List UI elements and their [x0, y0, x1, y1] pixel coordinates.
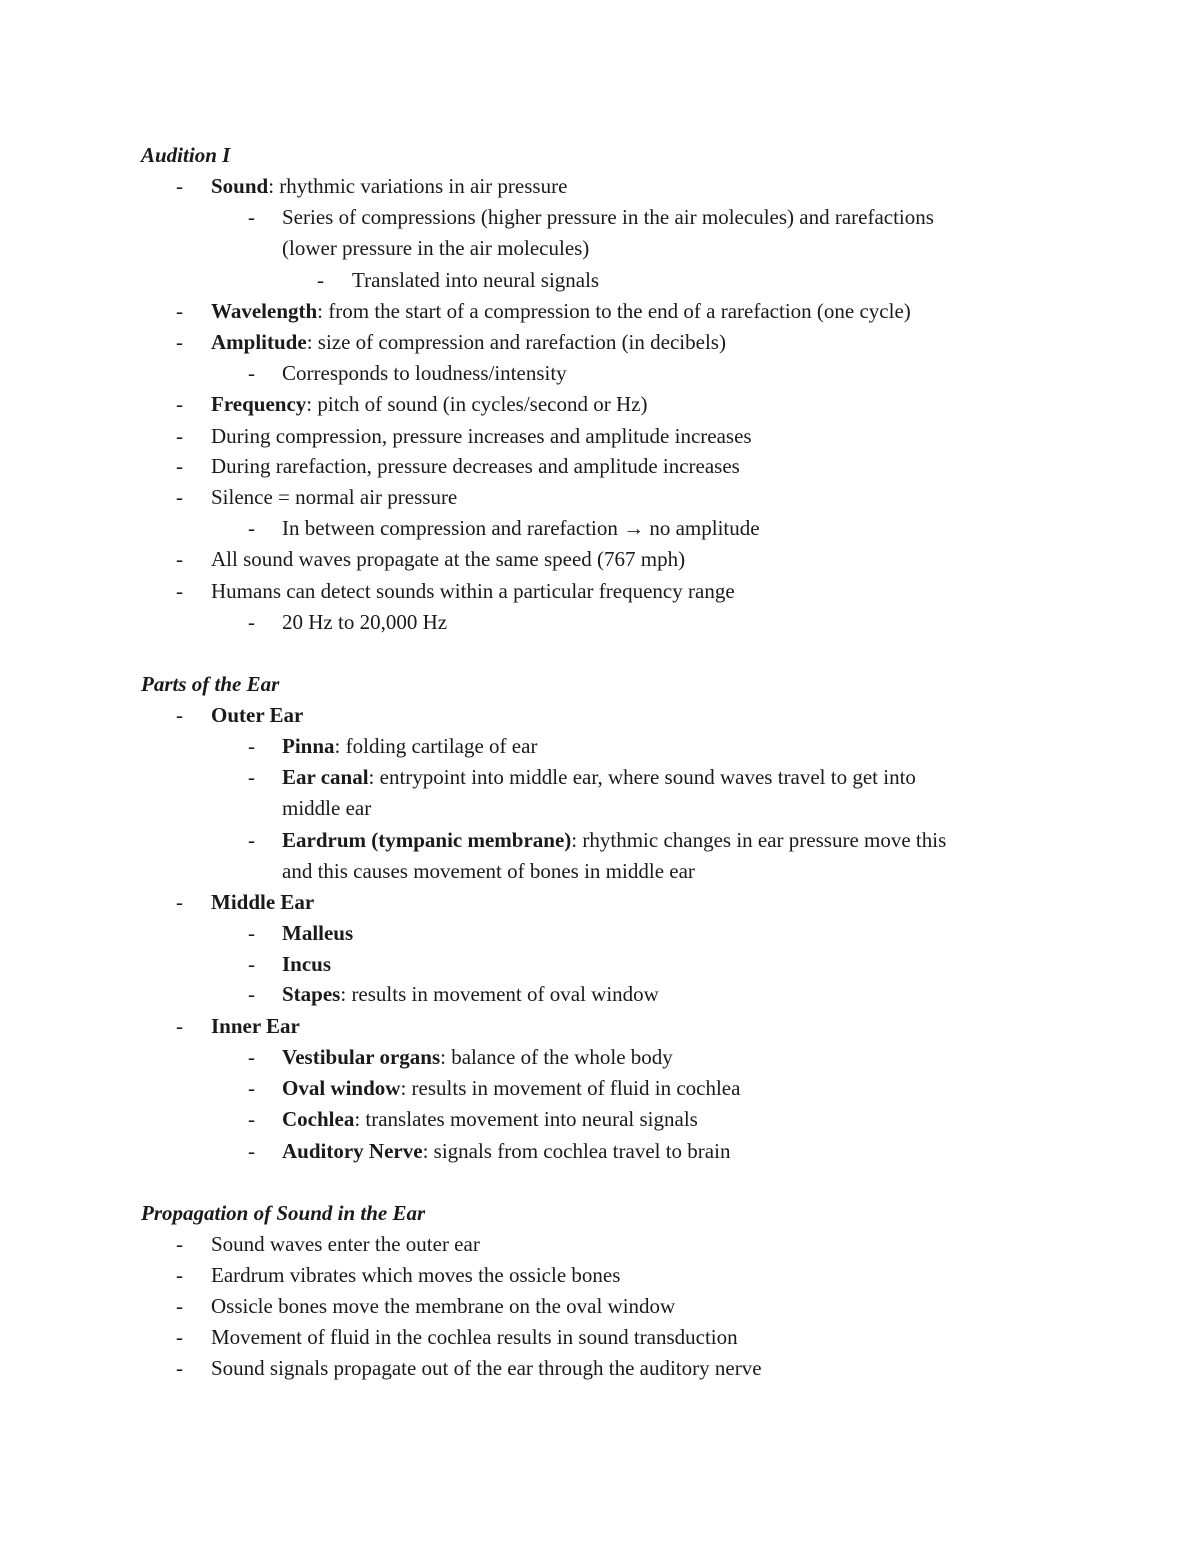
item-text: Ossicle bones move the membrane on the oval window [211, 1294, 676, 1318]
item-text: : signals from cochlea travel to brain [422, 1139, 731, 1163]
bullet-dash: - [176, 1325, 183, 1349]
item-text: : rhythmic variations in air pressure [268, 174, 568, 198]
bullet-dash: - [176, 330, 183, 354]
item-text: : size of compression and rarefaction (in decibels) [306, 330, 726, 354]
bullet-dash: - [248, 952, 255, 976]
section-heading-propagation: Propagation of Sound in the Ear [141, 1201, 426, 1225]
bullet-dash: - [176, 703, 183, 727]
bullet-dash: - [248, 1139, 255, 1163]
bullet-dash: - [248, 610, 255, 634]
item-text: : entrypoint into middle ear, where sound waves travel to get into [368, 765, 916, 789]
item-text: During rarefaction, pressure decreases and amplitude increases [211, 454, 740, 478]
section-heading-ear-parts: Parts of the Ear [141, 672, 280, 696]
term-cochlea: Cochlea [282, 1107, 355, 1131]
item-text: : translates movement into neural signals [354, 1107, 698, 1131]
term-wavelength: Wavelength [211, 299, 318, 323]
term-middle-ear: Middle Ear [211, 890, 315, 914]
item-text: : from the start of a compression to the end of a rarefaction (one cycle) [317, 299, 911, 323]
item-text: Sound signals propagate out of the ear through the auditory nerve [211, 1356, 762, 1380]
item-text: Translated into neural signals [352, 268, 600, 292]
list-item-continuation: (lower pressure in the air molecules) [282, 236, 590, 260]
term-ear-canal: Ear canal [282, 765, 369, 789]
item-text: Sound waves enter the outer ear [211, 1232, 480, 1256]
item-text: : pitch of sound (in cycles/second or Hz) [306, 392, 648, 416]
bullet-dash: - [248, 1076, 255, 1100]
item-text: : results in movement of fluid in cochlea [400, 1076, 741, 1100]
term-amplitude: Amplitude [211, 330, 307, 354]
bullet-dash: - [176, 1014, 183, 1038]
item-text: Humans can detect sounds within a particular frequency range [211, 579, 735, 603]
bullet-dash: - [176, 1294, 183, 1318]
term-pinna: Pinna [282, 734, 335, 758]
item-text: Silence = normal air pressure [211, 485, 458, 509]
bullet-dash: - [248, 361, 255, 385]
term-auditory-nerve: Auditory Nerve [282, 1139, 423, 1163]
bullet-dash: - [176, 392, 183, 416]
bullet-dash: - [248, 1045, 255, 1069]
item-text: : folding cartilage of ear [334, 734, 538, 758]
term-malleus: Malleus [282, 921, 354, 945]
list-item-continuation: middle ear [282, 796, 372, 820]
bullet-dash: - [176, 1263, 183, 1287]
bullet-dash: - [176, 424, 183, 448]
item-text: Corresponds to loudness/intensity [282, 361, 567, 385]
bullet-dash: - [248, 828, 255, 852]
term-sound: Sound [211, 174, 269, 198]
bullet-dash: - [248, 205, 255, 229]
item-text: : results in movement of oval window [340, 982, 659, 1006]
item-text: 20 Hz to 20,000 Hz [282, 610, 448, 634]
list-item-continuation: and this causes movement of bones in middle ear [282, 859, 695, 883]
term-frequency: Frequency [211, 392, 307, 416]
item-text: Eardrum vibrates which moves the ossicle bones [211, 1263, 621, 1287]
bullet-dash: - [176, 485, 183, 509]
bullet-dash: - [176, 174, 183, 198]
bullet-dash: - [248, 734, 255, 758]
bullet-dash: - [248, 982, 255, 1006]
item-text: In between compression and rarefaction → no amplitude [282, 516, 760, 540]
term-incus: Incus [282, 952, 332, 976]
term-stapes: Stapes [282, 982, 341, 1006]
term-oval-window: Oval window [282, 1076, 401, 1100]
bullet-dash: - [176, 579, 183, 603]
item-text: Series of compressions (higher pressure in the air molecules) and rarefactions [282, 205, 934, 229]
bullet-dash: - [176, 890, 183, 914]
bullet-dash: - [176, 1356, 183, 1380]
item-text: : rhythmic changes in ear pressure move this [571, 828, 947, 852]
section-heading-audition: Audition I [141, 143, 231, 167]
term-outer-ear: Outer Ear [211, 703, 304, 727]
bullet-dash: - [176, 299, 183, 323]
item-text: : balance of the whole body [440, 1045, 673, 1069]
item-text: All sound waves propagate at the same speed (767 mph) [211, 547, 686, 571]
item-text: Movement of fluid in the cochlea results in sound transduction [211, 1325, 738, 1349]
term-vestibular-organs: Vestibular organs [282, 1045, 441, 1069]
bullet-dash: - [248, 921, 255, 945]
bullet-dash: - [176, 1232, 183, 1256]
bullet-dash: - [176, 547, 183, 571]
term-inner-ear: Inner Ear [211, 1014, 300, 1038]
item-text: During compression, pressure increases and amplitude increases [211, 424, 752, 448]
bullet-dash: - [248, 1107, 255, 1131]
bullet-dash: - [248, 765, 255, 789]
term-eardrum: Eardrum (tympanic membrane) [282, 828, 572, 852]
bullet-dash: - [248, 516, 255, 540]
bullet-dash: - [317, 268, 324, 292]
bullet-dash: - [176, 454, 183, 478]
